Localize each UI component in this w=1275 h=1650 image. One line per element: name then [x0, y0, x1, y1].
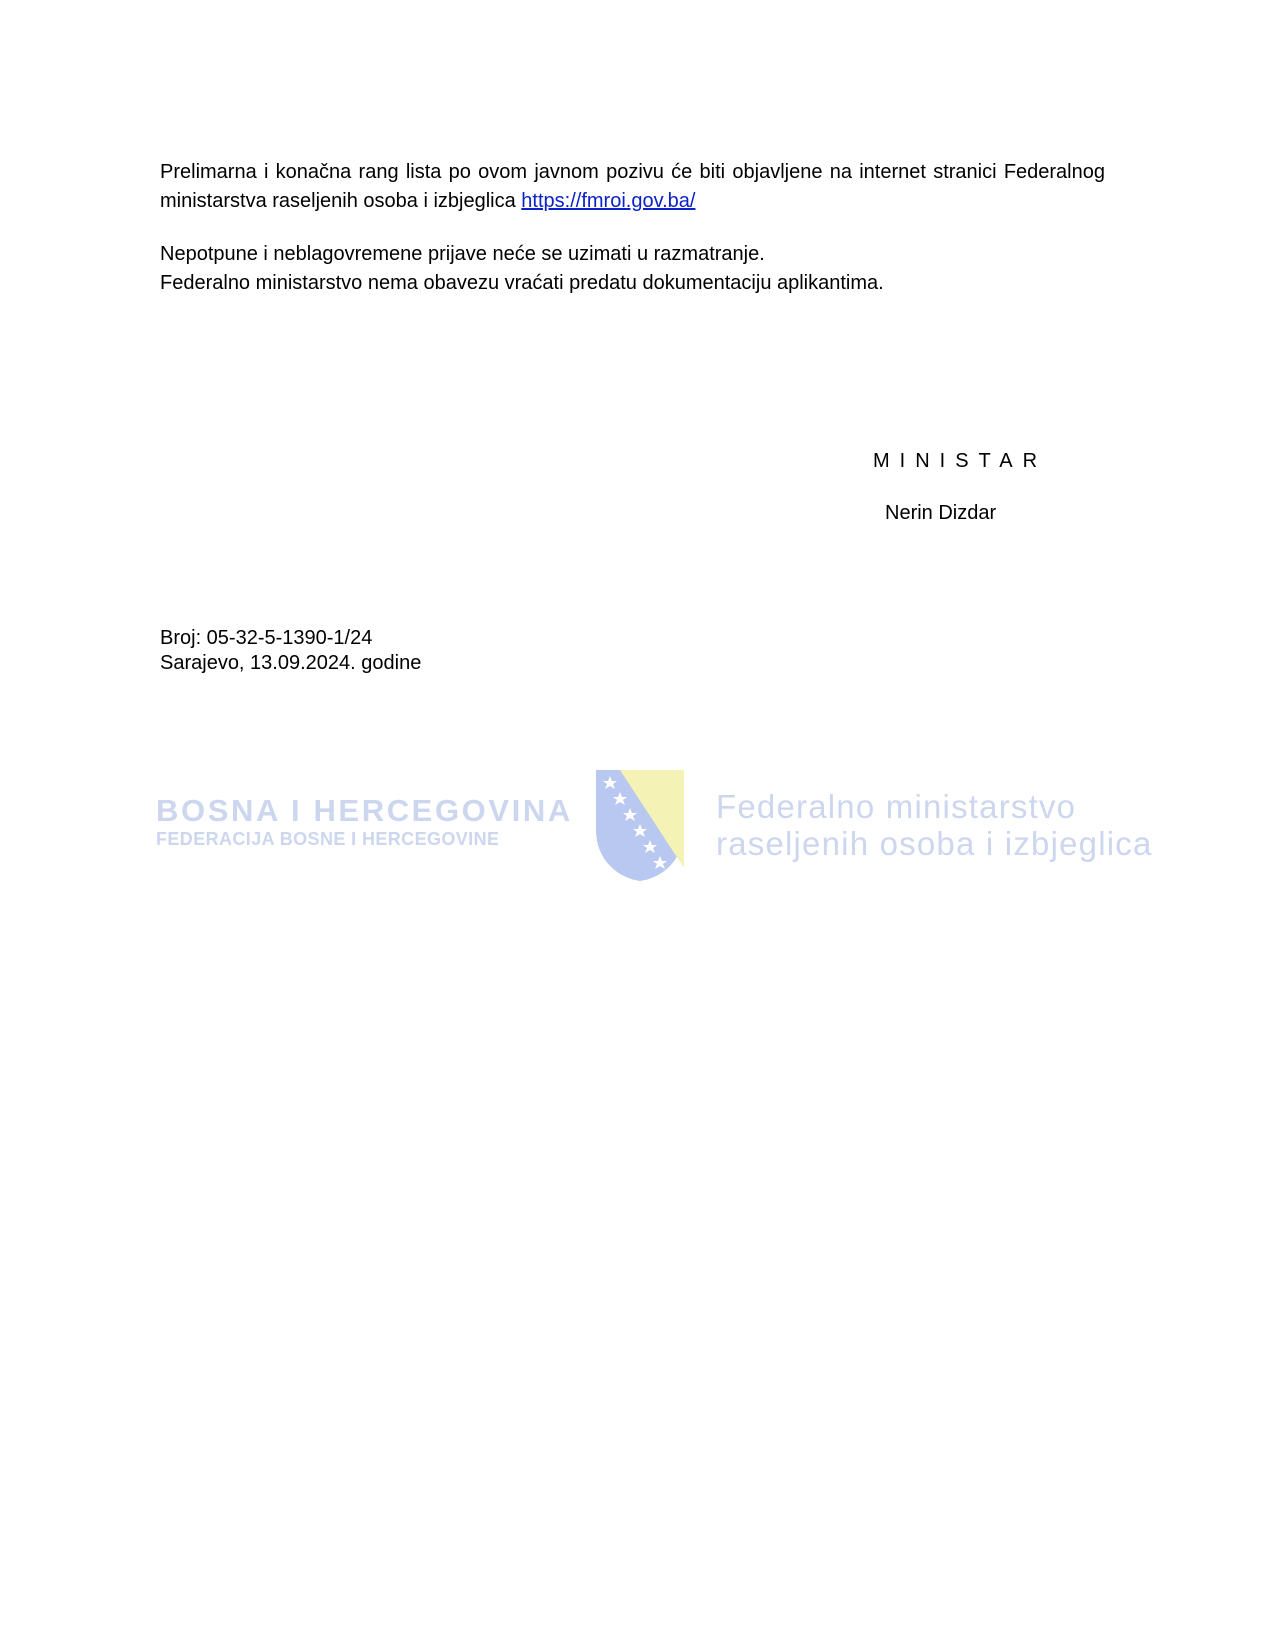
logo-ministry-line2: raseljenih osoba i izbjeglica	[716, 825, 1153, 862]
logo-ministry-line1: Federalno ministarstvo	[716, 788, 1077, 825]
reference-number: Broj: 05-32-5-1390-1/24	[160, 627, 373, 649]
logo-country-name: BOSNA I HERCEGOVINA	[156, 793, 573, 828]
logo-ministry-block	[716, 788, 1153, 862]
applications-notice-paragraph	[160, 240, 1105, 298]
ministry-website-link[interactable]: https://fmroi.gov.ba/	[521, 190, 696, 212]
ranking-notice-text: Prelimarna i konačna rang lista po ovom javnom pozivu će biti objavljene na internet stranici Federalnog ministarstva raseljenih osoba i izbjeglica	[160, 161, 1105, 212]
document-reference	[160, 626, 421, 676]
documents-return-text: Federalno ministarstvo nema obavezu vraćati predatu dokumentaciju aplikantima.	[160, 272, 884, 294]
minister-name: Nerin Dizdar	[885, 502, 997, 524]
ministry-logo-watermark	[156, 768, 1153, 888]
incomplete-applications-text: Nepotpune i neblagovremene prijave neće se uzimati u razmatranje.	[160, 243, 765, 265]
ranking-notice-paragraph	[160, 158, 1105, 216]
place-and-date: Sarajevo, 13.09.2024. godine	[160, 652, 422, 674]
minister-title: MINISTAR	[873, 450, 1048, 472]
logo-federation-name: FEDERACIJA BOSNE I HERCEGOVINE	[156, 829, 500, 849]
logo-country-block	[156, 793, 573, 850]
coat-of-arms-icon	[590, 768, 690, 883]
